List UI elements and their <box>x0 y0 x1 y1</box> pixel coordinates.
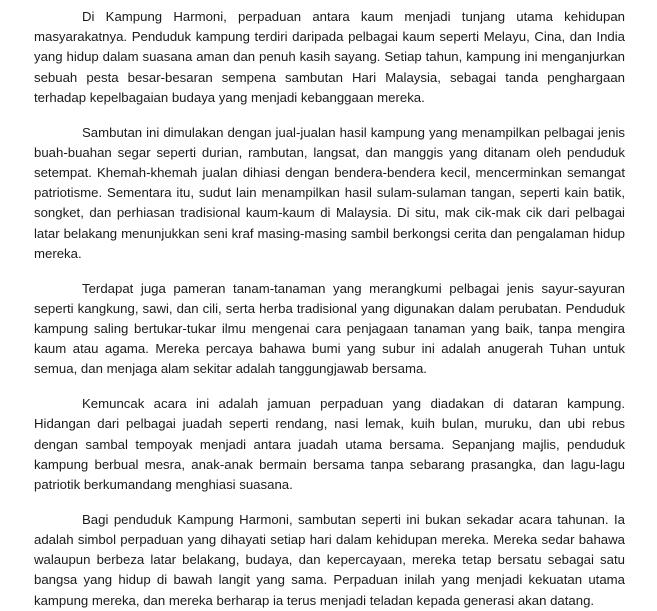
paragraph-3: Terdapat juga pameran tanam-tanaman yang merangkumi pelbagai jenis sayur-sayuran seperti kangkung, sawi, dan cili, serta herba tradisional yang digunakan dalam perubatan. Penduduk kampung saling bertukar-tukar ilmu mengenai cara penjagaan tanaman yang baik, tanpa mengira kaum atau agama. Mereka percaya bahawa bumi yang subur ini adalah anugerah Tuhan untuk semua, dan menjaga alam sekitar adalah tanggungjawab bersama. <box>34 280 625 377</box>
paragraph-5: Bagi penduduk Kampung Harmoni, sambutan seperti ini bukan sekadar acara tahunan. Ia adalah simbol perpaduan yang dihayati setiap hari dalam kehidupan mereka. Mereka sedar bahawa walaupun berbeza latar belakang, budaya, dan kepercayaan, mereka tetap bersatu sebagai satu bangsa yang hidup di bawah langit yang sama. Perpaduan inilah yang menjadi kekuatan utama kampung mereka, dan mereka berharap ia terus menjadi teladan kepada generasi akan datang. <box>34 511 625 608</box>
paragraph-4: Kemuncak acara ini adalah jamuan perpaduan yang diadakan di dataran kampung. Hidangan dari pelbagai juadah seperti rendang, nasi lemak, kuih bulan, muruku, dan ubi rebus dengan sambal tempoyak menjadi antara juadah utama bersama. Sepanjang majlis, penduduk kampung berbual mesra, anak-anak bermain bersama tanpa sebarang prasangka, dan lagu-lagu patriotik berkumandang menghiasi suasana. <box>34 396 625 493</box>
paragraph-2: Sambutan ini dimulakan dengan jual-jualan hasil kampung yang menampilkan pelbagai jenis buah-buahan segar seperti durian, rambutan, langsat, dan manggis yang ditanam oleh penduduk setempat. Khemah-khemah jualan dihiasi dengan bendera-bendera kecil, mencerminkan semangat patriotisme. Sementara itu, sudut lain menampilkan hasil sulam-sulaman tangan, seperti kain batik, songket, dan perhiasan tradisional kaum-kaum di Malaysia. Di situ, mak cik-mak cik dari pelbagai latar belakang menunjukkan seni kraf masing-masing sambil berkongsi cerita dan pengalaman hidup mereka. <box>34 124 625 261</box>
paragraph-1: Di Kampung Harmoni, perpaduan antara kaum menjadi tunjang utama kehidupan masyarakatnya. Penduduk kampung terdiri daripada pelbagai kaum seperti Melayu, Cina, dan India yang hidup dalam suasana aman dan penuh kasih sayang. Setiap tahun, kampung ini menganjurkan sebuah pesta besar-besaran sempena sambutan Hari Malaysia, sebagai tanda penghargaan terhadap kepelbagaian budaya yang menjadi kebanggaan mereka. <box>34 9 625 105</box>
